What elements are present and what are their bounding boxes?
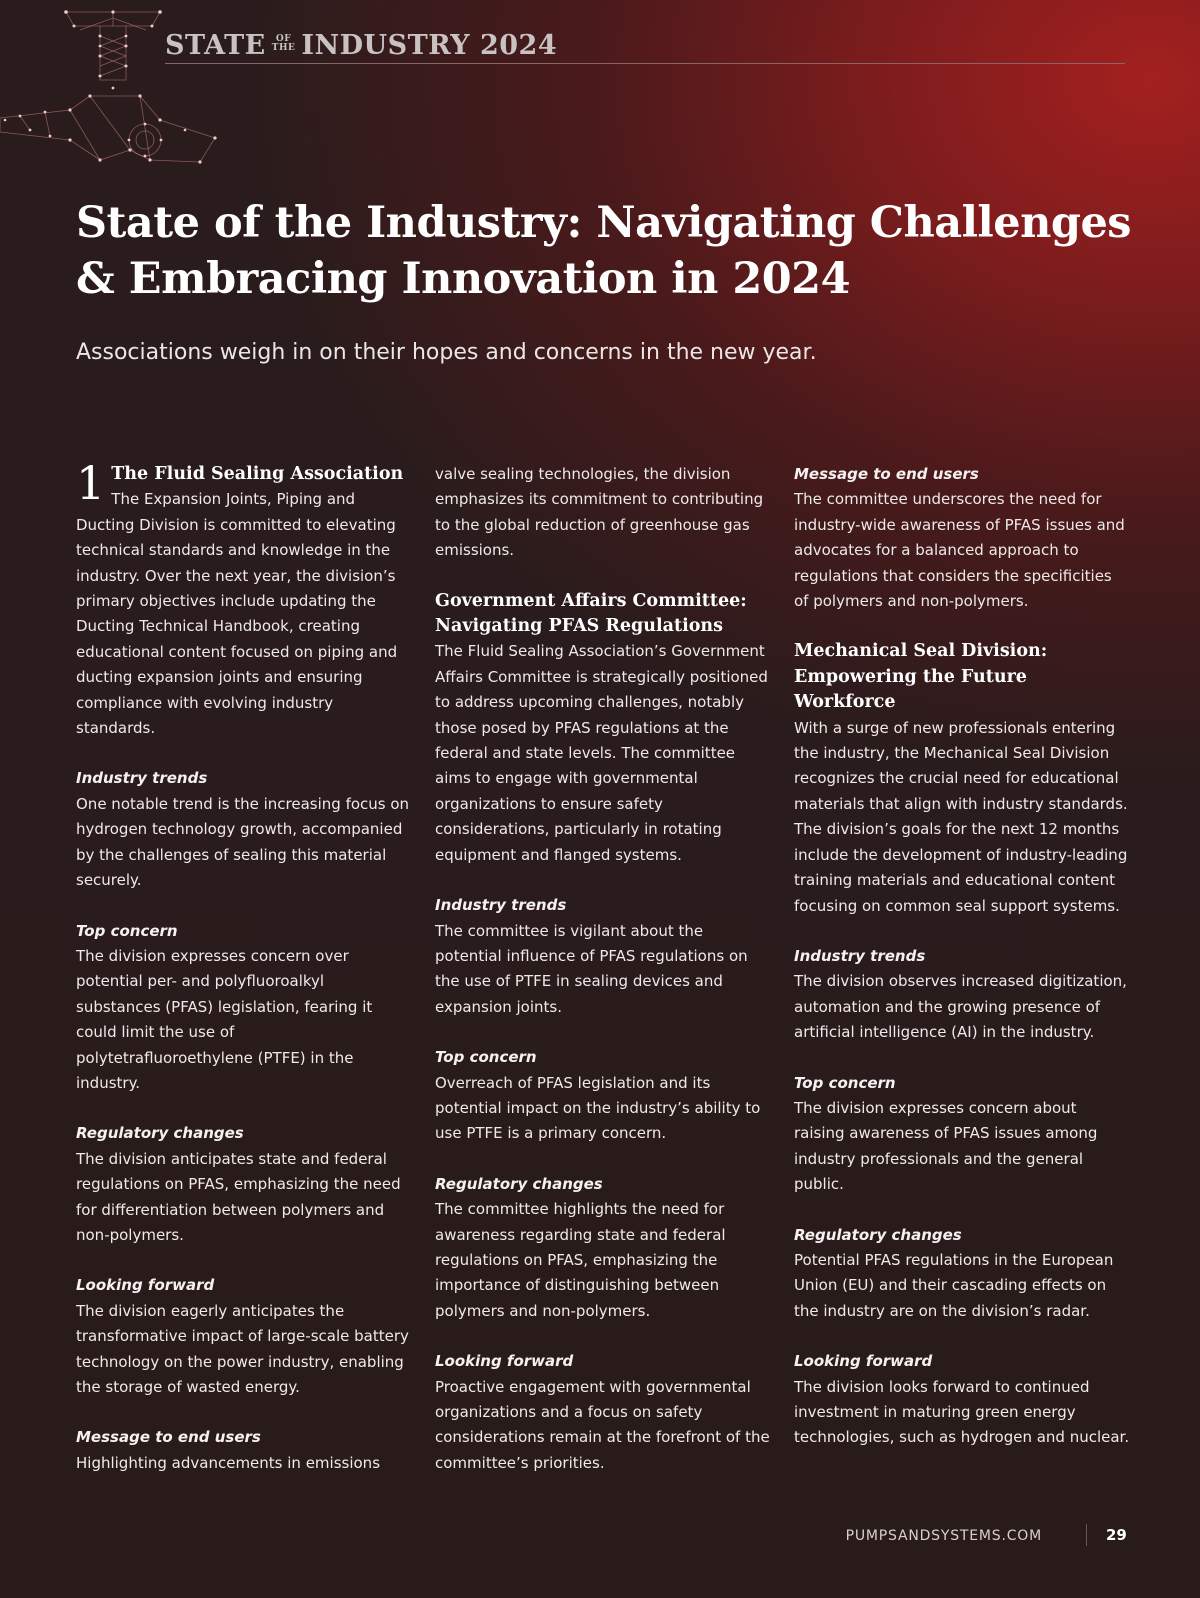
kicker-of: OF (275, 34, 292, 44)
kicker-state: STATE (165, 30, 266, 61)
paragraph-regulatory-changes: Potential PFAS regulations in the European Union (EU) and their cascading effects on the industry are on the division’s radar. (794, 1250, 1114, 1320)
subhead-top-concern: Top concern (76, 921, 178, 940)
kicker-rule (165, 63, 1125, 64)
subhead-looking-forward: Looking forward (435, 1352, 574, 1371)
section-intro-text: The Expansion Joints, Piping and Ducting Division is committed to elevating technical standards and knowledge in the industry. Over the next year, the division’s primary objectives include updating the Ducting Technical Handbook, creating educational content focused on piping and ducting expansion joints and ensuring compliance with evolving industry standards. (76, 490, 398, 738)
subhead-regulatory-changes: Regulatory changes (76, 1124, 244, 1143)
article-title: State of the Industry: Navigating Challenges & Embracing Innovation in 2024 (76, 198, 1132, 304)
paragraph-message-end-users-cont: valve sealing technologies, the division emphasizes its commitment to contributing to the global reduction of greenhouse gas emissions. (435, 465, 764, 560)
subhead-regulatory-changes: Regulatory changes (435, 1174, 603, 1193)
paragraph-industry-trends: The division observes increased digitization, automation and the growing presence of artificial intelligence (AI) in the industry. (794, 972, 1127, 1042)
subhead-industry-trends: Industry trends (76, 769, 208, 788)
paragraph-looking-forward: Proactive engagement with governmental organizations and a focus on safety considerations remain at the forefront of the committee’s priorities. (435, 1377, 770, 1472)
article-deck: Associations weigh in on their hopes and concerns in the new year. (76, 340, 817, 365)
drop-cap: 1 (76, 456, 106, 510)
valve-network-logo (0, 0, 230, 180)
subhead-top-concern: Top concern (794, 1073, 896, 1092)
footer-website: PUMPSANDSYSTEMS.COM (845, 1528, 1042, 1544)
paragraph-message-end-users: Highlighting advancements in emissions (76, 1453, 381, 1472)
paragraph-top-concern: The division expresses concern about raising awareness of PFAS issues among industry professionals and the general public. (794, 1098, 1098, 1194)
section-heading-mechanical-seal: Mechanical Seal Division: Empowering the Future Workforce (794, 641, 1048, 713)
kicker-industry: INDUSTRY 2024 (301, 30, 558, 61)
subhead-top-concern: Top concern (435, 1048, 537, 1067)
kicker-the: THE (271, 43, 296, 53)
paragraph-top-concern: The division expresses concern over potential per- and polyfluoroalkyl substances (PFAS) legislation, fearing it could limit the use of polytetrafluoroethylene (PTFE) in the industry. (76, 946, 373, 1092)
paragraph-industry-trends: The committee is vigilant about the potential influence of PFAS regulations on the use of PTFE in sealing devices and expansion joints. (435, 921, 748, 1016)
paragraph-looking-forward: The division eagerly anticipates the transformative impact of large-scale battery technology on the power industry, enabling the storage of wasted energy. (76, 1301, 409, 1396)
paragraph-regulatory-changes: The committee highlights the need for awareness regarding state and federal regulations on PFAS, emphasizing the importance of distinguishing between polymers and non-polymers. (435, 1200, 726, 1320)
subhead-industry-trends: Industry trends (794, 946, 926, 965)
paragraph-regulatory-changes: The division anticipates state and federal regulations on PFAS, emphasizing the need for differentiation between polymers and non-polymers. (76, 1149, 401, 1244)
paragraph-message-end-users: The committee underscores the need for industry-wide awareness of PFAS issues and advocates for a balanced approach to regulations that considers the specificities of polymers and non-polymers. (794, 490, 1125, 611)
paragraph-industry-trends: One notable trend is the increasing focus on hydrogen technology growth, accompanied by the challenges of sealing this material securely. (76, 794, 410, 890)
subhead-regulatory-changes: Regulatory changes (794, 1225, 962, 1244)
footer-divider (1086, 1524, 1087, 1546)
page-number: 29 (1106, 1526, 1127, 1544)
section-kicker (165, 30, 557, 61)
paragraph-top-concern: Overreach of PFAS legislation and its potential impact on the industry’s ability to use PTFE is a primary concern. (435, 1073, 761, 1143)
section-intro-fsa (76, 456, 412, 741)
column-2 (435, 462, 771, 1476)
paragraph-looking-forward: The division looks forward to continued investment in maturing green energy technologies, such as hydrogen and nuclear. (794, 1377, 1130, 1447)
subhead-message-end-users: Message to end users (794, 465, 979, 483)
subhead-looking-forward: Looking forward (76, 1276, 215, 1295)
kicker-of-the (272, 35, 296, 53)
section-heading-government-affairs: Government Affairs Committee: Navigating PFAS Regulations (435, 590, 747, 637)
column-3 (794, 462, 1130, 1451)
subhead-industry-trends: Industry trends (435, 896, 567, 915)
subhead-message-end-users: Message to end users (76, 1428, 261, 1447)
subhead-looking-forward: Looking forward (794, 1352, 933, 1371)
section-intro-text: With a surge of new professionals entering the industry, the Mechanical Seal Division recognizes the crucial need for educational materials that align with industry standards. The division’s goals for the next 12 months include the development of industry-leading training materials and educational content focusing on common seal support systems. (794, 718, 1128, 915)
column-1 (76, 456, 412, 1476)
section-heading-fsa: The Fluid Sealing Association (111, 464, 404, 484)
section-intro-text: The Fluid Sealing Association’s Government Affairs Committee is strategically positioned to address upcoming challenges, notably those posed by PFAS regulations at the federal and state levels. The committee aims to engage with governmental organizations to ensure safety considerations, particularly in rotating equipment and flanged systems. (435, 642, 768, 864)
